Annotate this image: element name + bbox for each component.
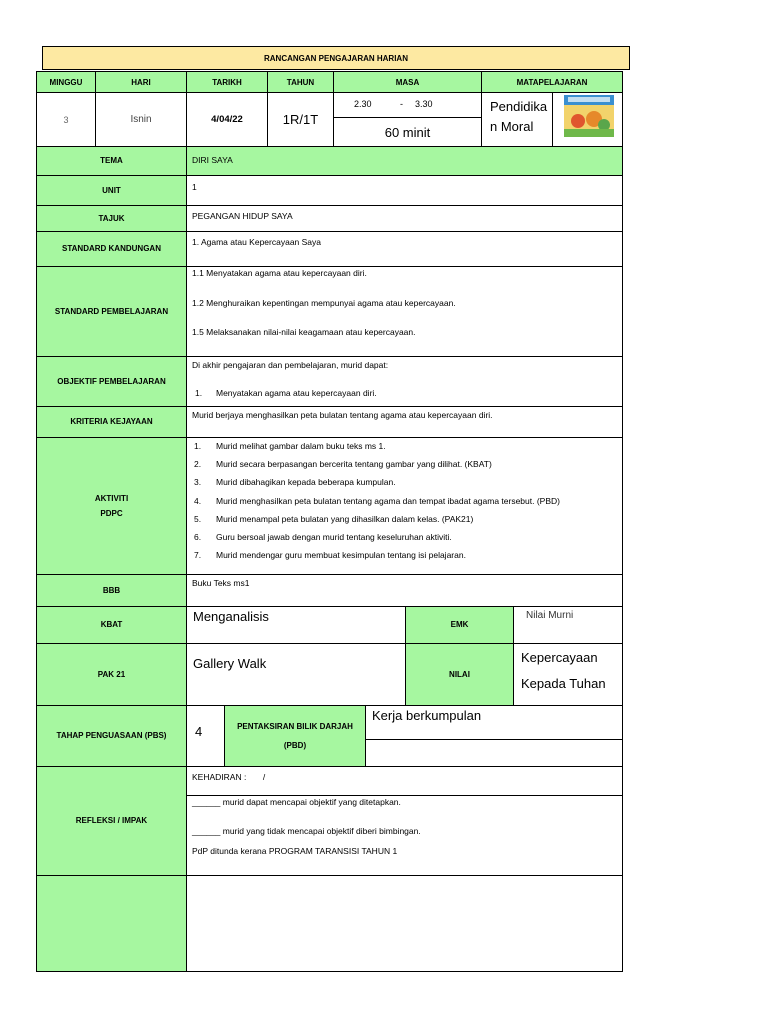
aktiviti-item-text: Murid secara berpasangan bercerita tentang gambar yang dilihat. (KBAT) — [216, 459, 492, 470]
textbook-cover-icon — [564, 95, 614, 137]
standard-kandungan-value — [186, 231, 623, 267]
unit-label-text: UNIT — [102, 185, 121, 195]
header-tarikh-text: TARIKH — [212, 77, 242, 87]
objektif-item-num: 1. — [195, 388, 203, 398]
pdpc-label-text: PDPC — [100, 509, 123, 518]
objektif-value — [186, 356, 623, 407]
objektif-label — [36, 356, 187, 407]
refleksi-blank: ______ — [192, 797, 221, 807]
objektif-label-text: OBJEKTIF PEMBELAJARAN — [57, 376, 166, 386]
emk-label — [405, 606, 514, 644]
tema-label-text: TEMA — [100, 156, 123, 166]
aktiviti-item-num: 7. — [194, 550, 202, 561]
aktiviti-item-num: 1. — [194, 441, 202, 451]
bottom-value-empty — [186, 875, 623, 972]
page-title — [42, 46, 630, 70]
aktiviti-item-num: 2. — [194, 459, 202, 470]
kbat-label — [36, 606, 187, 644]
kriteria-label-text: KRITERIA KEJAYAAN — [70, 417, 153, 427]
sp-item: 1.2 Menghuraikan kepentingan mempunyai agama atau kepercayaan. — [192, 298, 456, 308]
aktiviti-item — [194, 496, 622, 507]
pbd-value-text: Kerja berkumpulan — [372, 708, 482, 723]
tajuk-value-text: PEGANGAN HIDUP SAYA — [192, 211, 293, 221]
nilai-label-text: NILAI — [449, 669, 470, 679]
info-tahun — [267, 92, 334, 147]
tahap-label — [36, 705, 187, 767]
aktiviti-item — [194, 550, 622, 561]
header-tarikh — [186, 71, 268, 93]
pbd-label-text: PENTAKSIRAN BILIK DARJAH — [237, 721, 353, 731]
header-hari — [95, 71, 187, 93]
bottom-label-empty — [36, 875, 187, 972]
kriteria-label — [36, 406, 187, 438]
aktiviti-item-num: 4. — [194, 495, 202, 506]
tahap-label-text: TAHAP PENGUASAAN (PBS) — [56, 731, 167, 741]
tahap-value-text: 4 — [195, 724, 203, 739]
refleksi-label-text: REFLEKSI / IMPAK — [75, 816, 148, 826]
masa-start: 2.30 — [354, 99, 372, 109]
refleksi-line3: PdP ditunda kerana PROGRAM TARANSISI TAHUN 1 — [192, 846, 398, 856]
aktiviti-item — [194, 477, 622, 488]
sp-item: 1.1 Menyatakan agama atau kepercayaan diri. — [192, 268, 367, 278]
aktiviti-label — [36, 437, 187, 575]
info-tahun-text: 1R/1T — [282, 112, 319, 127]
tahap-value — [186, 705, 225, 767]
kriteria-value-text: Murid berjaya menghasilkan peta bulatan tentang agama atau kepercayaan diri. — [192, 410, 493, 420]
pak21-label-text: PAK 21 — [97, 669, 126, 679]
bbb-value-text: Buku Teks ms1 — [192, 578, 250, 588]
aktiviti-item-num: 5. — [194, 513, 202, 524]
aktiviti-label-text: AKTIVITI — [94, 493, 129, 503]
header-masa-text: MASA — [395, 77, 420, 87]
bbb-value — [186, 574, 623, 607]
aktiviti-item-text: Murid melihat gambar dalam buku teks ms 1. — [216, 441, 386, 451]
title-text: RANCANGAN PENGAJARAN HARIAN — [263, 53, 408, 63]
unit-label — [36, 175, 187, 206]
info-masa — [333, 92, 482, 147]
aktiviti-item-text: Murid menghasilkan peta bulatan tentang agama dan tempat ibadat agama tersebut. (PBD) — [216, 495, 560, 506]
refleksi-blank: ______ — [192, 826, 221, 836]
aktiviti-item — [194, 441, 622, 452]
kbat-value — [186, 606, 406, 644]
header-matapelajaran — [481, 71, 623, 93]
tema-value-text: DIRI SAYA — [192, 155, 233, 165]
aktiviti-item-num: 6. — [194, 532, 202, 543]
aktiviti-item — [194, 514, 622, 525]
standard-pembelajaran-value — [186, 266, 623, 357]
nilai-line1: Kepercayaan — [521, 650, 598, 665]
standard-kandungan-value-text: 1. Agama atau Kepercayaan Saya — [192, 237, 322, 247]
header-masa — [333, 71, 482, 93]
aktiviti-item-num: 3. — [194, 477, 202, 488]
header-minggu-text: MINGGU — [49, 77, 83, 87]
standard-kandungan-label — [36, 231, 187, 267]
pak21-value — [186, 643, 406, 706]
masa-separator: - — [400, 99, 403, 109]
tema-label — [36, 146, 187, 176]
info-minggu-text: 3 — [63, 114, 69, 125]
header-minggu — [36, 71, 96, 93]
emk-value — [513, 606, 623, 644]
pbd-value-empty — [365, 739, 623, 767]
info-hari-text: Isnin — [130, 114, 152, 125]
bbb-label-text: BBB — [102, 585, 121, 595]
pak21-value-text: Gallery Walk — [193, 656, 267, 671]
header-tahun-text: TAHUN — [286, 77, 315, 87]
sp-item: 1.5 Melaksanakan nilai-nilai keagamaan atau kepercayaan. — [192, 327, 416, 337]
standard-kandungan-label-text: STANDARD KANDUNGAN — [62, 244, 161, 254]
unit-value — [186, 175, 623, 206]
header-tahun — [267, 71, 334, 93]
aktiviti-item-text: Murid menampal peta bulatan yang dihasilkan dalam kelas. (PAK21) — [216, 513, 474, 524]
info-tarikh-text: 4/04/22 — [211, 114, 243, 125]
bbb-label — [36, 574, 187, 607]
matapelajaran-text: Pendidikan Moral — [490, 99, 548, 134]
pbd-value — [365, 705, 623, 740]
standard-pembelajaran-label — [36, 266, 187, 357]
info-matapelajaran — [481, 92, 553, 147]
tema-value — [186, 146, 623, 176]
nilai-line2: Kepada Tuhan — [521, 676, 606, 691]
tajuk-label-text: TAJUK — [98, 213, 125, 223]
nilai-label — [405, 643, 514, 706]
pbd-label-sub: (PBD) — [283, 741, 307, 750]
refleksi-line2 — [192, 826, 421, 837]
refleksi-label — [36, 766, 187, 876]
header-hari-text: HARI — [131, 77, 151, 87]
masa-duration-text: 60 minit — [384, 124, 431, 140]
info-minggu — [36, 92, 96, 147]
kriteria-value — [186, 406, 623, 438]
refleksi-line1 — [192, 797, 401, 808]
info-subject-image — [552, 92, 623, 147]
info-hari — [95, 92, 187, 147]
refleksi-value — [186, 795, 623, 876]
header-matapelajaran-text: MATAPELAJARAN — [516, 77, 588, 87]
nilai-value — [513, 643, 623, 706]
aktiviti-value — [186, 437, 623, 575]
kehadiran-text: KEHADIRAN : / — [192, 772, 266, 782]
masa-duration — [334, 118, 481, 146]
refleksi-line1-text: murid dapat mencapai objektif yang ditetapkan. — [222, 797, 401, 807]
tajuk-value — [186, 205, 623, 232]
objektif-item-text: Menyatakan agama atau kepercayaan diri. — [216, 388, 377, 398]
aktiviti-item-text: Guru bersoal jawab dengan murid tentang keseluruhan aktiviti. — [216, 532, 452, 543]
pbd-label — [224, 705, 366, 767]
refleksi-line2-text: murid yang tidak mencapai objektif diberi bimbingan. — [222, 826, 421, 836]
emk-value-text: Nilai Murni — [526, 610, 574, 621]
emk-label-text: EMK — [450, 620, 469, 630]
aktiviti-item-text: Murid mendengar guru membuat kesimpulan tentang isi pelajaran. — [216, 550, 466, 561]
aktiviti-item — [194, 532, 622, 543]
aktiviti-item-text: Murid dibahagikan kepada beberapa kumpulan. — [216, 477, 396, 488]
masa-time-range — [334, 93, 481, 118]
aktiviti-item — [194, 459, 622, 470]
objektif-intro: Di akhir pengajaran dan pembelajaran, murid dapat: — [192, 360, 389, 370]
tajuk-label — [36, 205, 187, 232]
kehadiran-cell — [186, 766, 623, 796]
kbat-value-text: Menganalisis — [193, 609, 269, 624]
standard-pembelajaran-label-text: STANDARD PEMBELAJARAN — [54, 306, 169, 316]
unit-value-text: 1 — [192, 182, 197, 192]
kbat-label-text: KBAT — [100, 620, 123, 630]
masa-end: 3.30 — [415, 99, 433, 109]
info-tarikh — [186, 92, 268, 147]
pak21-label — [36, 643, 187, 706]
